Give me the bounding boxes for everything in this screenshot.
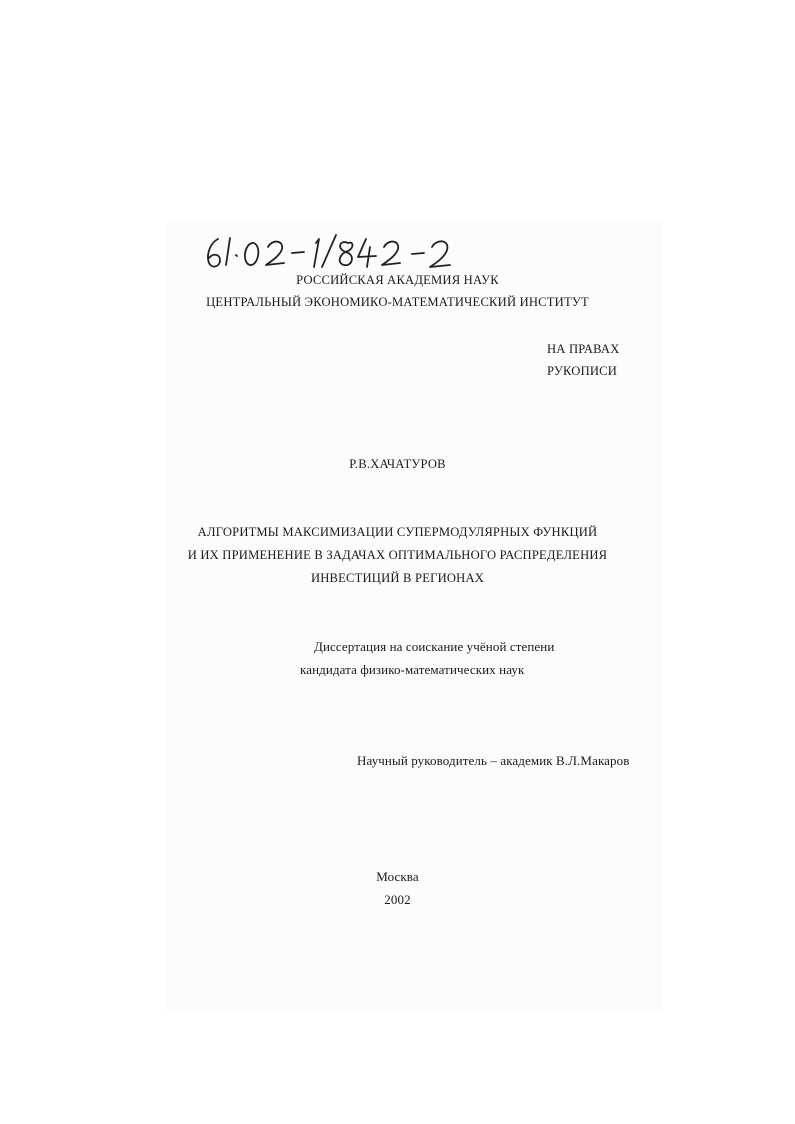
title-line-2: И ИХ ПРИМЕНЕНИЕ В ЗАДАЧАХ ОПТИМАЛЬНОГО РАСПРЕДЕЛЕНИЯ <box>187 548 608 562</box>
city-name: Москва <box>376 869 419 884</box>
title-line-3: ИНВЕСТИЦИЙ В РЕГИОНАХ <box>310 571 485 585</box>
supervisor-line: Научный руководитель – академик В.Л.Макаров <box>357 753 630 768</box>
rights-line-2: РУКОПИСИ <box>547 364 618 378</box>
title-line-1: АЛГОРИТМЫ МАКСИМИЗАЦИИ СУПЕРМОДУЛЯРНЫХ ФУНКЦИЙ <box>197 525 598 539</box>
degree-line-2: кандидата физико-математических наук <box>300 662 525 677</box>
year: 2002 <box>384 892 411 907</box>
institute-name: ЦЕНТРАЛЬНЫЙ ЭКОНОМИКО-МАТЕМАТИЧЕСКИЙ ИНСТИТУТ <box>206 295 589 309</box>
degree-line-1: Диссертация на соискание учёной степени <box>314 639 555 654</box>
handwritten-catalogue-number <box>200 225 460 275</box>
rights-line-1: НА ПРАВАХ <box>547 342 620 356</box>
academy-name: РОССИЙСКАЯ АКАДЕМИЯ НАУК <box>296 273 499 287</box>
author-name: Р.В.ХАЧАТУРОВ <box>349 457 446 471</box>
